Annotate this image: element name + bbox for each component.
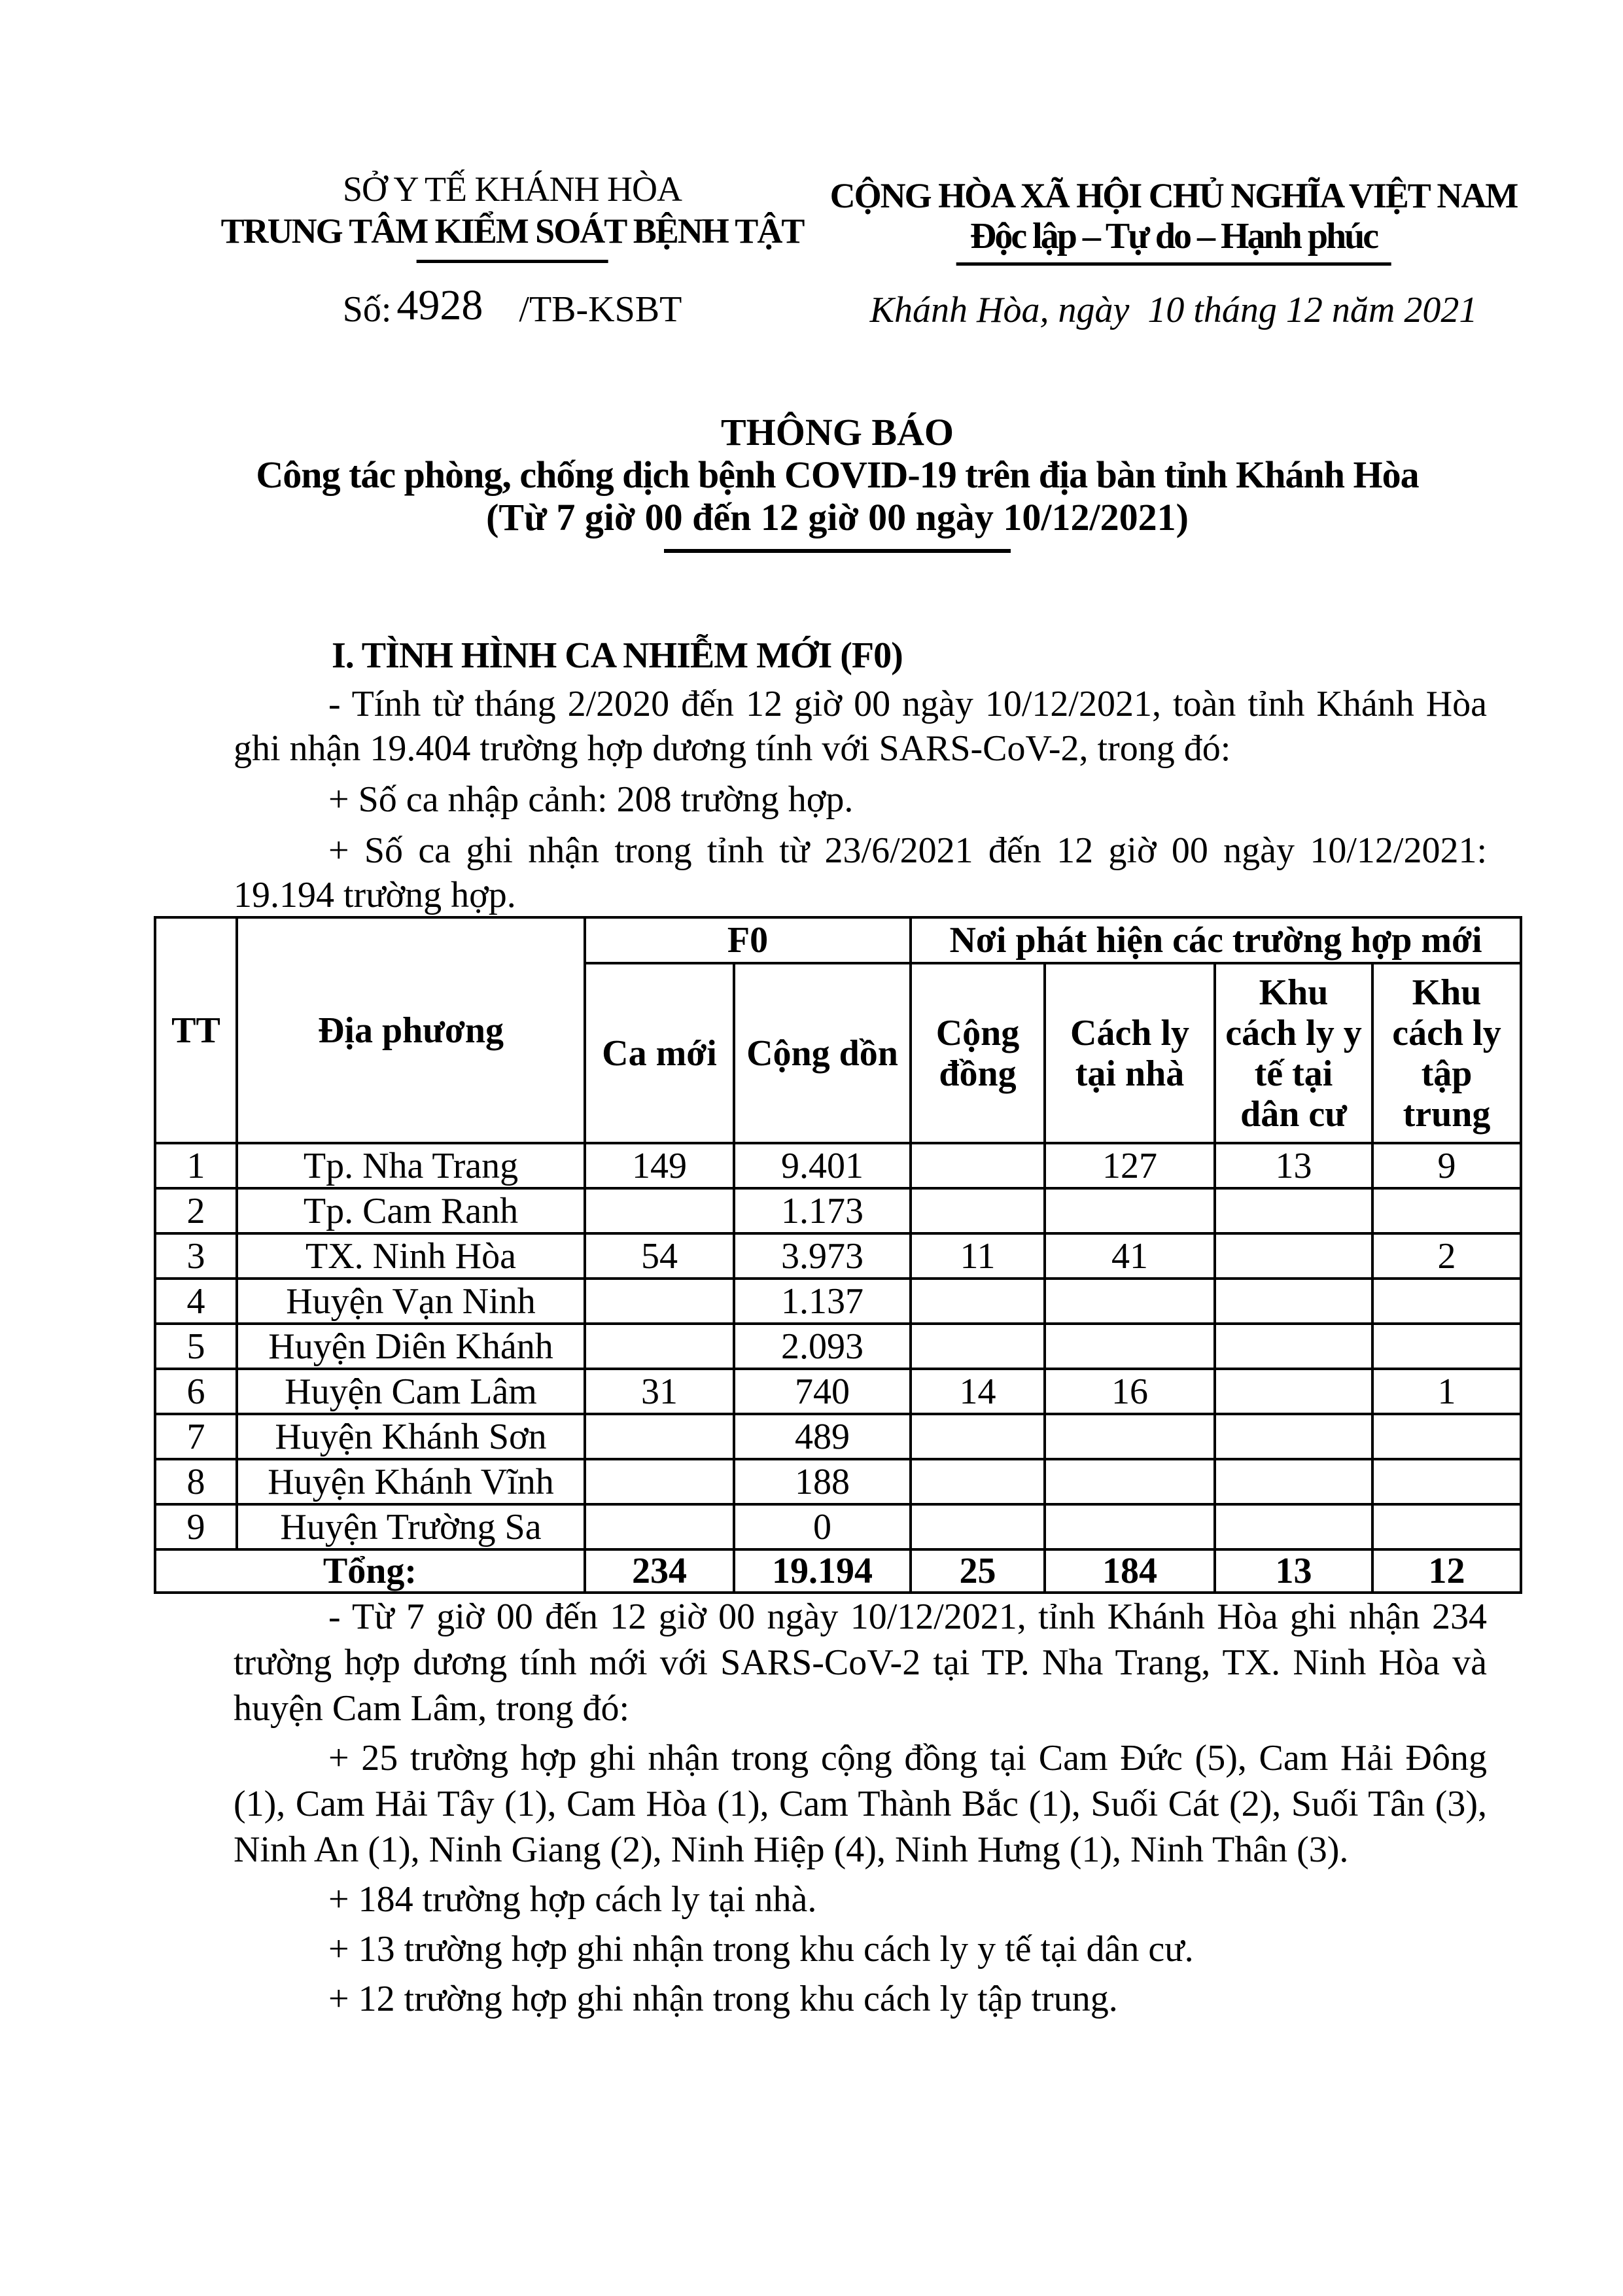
cell-khu-yt	[1215, 1324, 1372, 1369]
cell-cong-dong	[911, 1324, 1045, 1369]
paragraph: - Từ 7 giờ 00 đến 12 giờ 00 ngày 10/12/2021, tỉnh Khánh Hòa ghi nhận 234 trường hợp dương tính mới với SARS-CoV-2 tại TP. Nha Trang, TX. Ninh Hòa và huyện Cam Lâm, trong đó:	[234, 1597, 1487, 1729]
cell-khu-yt	[1215, 1233, 1372, 1279]
cell-cong-dong	[911, 1143, 1045, 1188]
cell-cong-don: 2.093	[734, 1324, 911, 1369]
national-title: CỘNG HÒA XÃ HỘI CHỦ NGHĨA VIỆT NAM	[829, 176, 1518, 215]
col-header-cong-dong: Cộng đồng	[911, 963, 1045, 1143]
cell-cong-don: 1.137	[734, 1279, 911, 1324]
cell-cach-ly-nha	[1045, 1459, 1215, 1504]
section-1-heading: I. TÌNH HÌNH CA NHIỄM MỚI (F0)	[332, 635, 903, 676]
table-header-row-1	[155, 917, 1521, 963]
table-row	[155, 1279, 1521, 1324]
document-number-line	[221, 281, 804, 330]
cell-tt: 8	[155, 1459, 237, 1504]
cell-khu-tt	[1372, 1279, 1521, 1324]
national-header-block	[830, 175, 1518, 331]
table-row	[155, 1233, 1521, 1279]
col-header-dia-phuong: Địa phương	[237, 917, 585, 1143]
cell-cong-dong	[911, 1504, 1045, 1549]
cell-cong-don: 489	[734, 1414, 911, 1459]
cell-ca-moi: 54	[585, 1233, 734, 1279]
covid-cases-table	[154, 916, 1522, 1594]
national-motto: Độc lập – Tự do – Hạnh phúc	[969, 216, 1378, 256]
table-row	[155, 1414, 1521, 1459]
cell-cong-don: 9.401	[734, 1143, 911, 1188]
cell-khu-tt	[1372, 1188, 1521, 1233]
cell-tt: 1	[155, 1143, 237, 1188]
paragraph: + 184 trường hợp cách ly tại nhà.	[328, 1879, 817, 1920]
cell-cach-ly-nha	[1045, 1414, 1215, 1459]
intro-paragraphs	[234, 682, 1487, 917]
cell-cach-ly-nha: 41	[1045, 1233, 1215, 1279]
motto-underline	[956, 262, 1391, 266]
cell-ca-moi	[585, 1504, 734, 1549]
cell-khu-tt: 9	[1372, 1143, 1521, 1188]
cell-tt: 6	[155, 1369, 237, 1414]
cell-khu-yt	[1215, 1369, 1372, 1414]
col-header-ca-moi: Ca mới	[585, 963, 734, 1143]
col-header-khu-yt: Khu cách ly y tế tại dân cư	[1215, 963, 1372, 1143]
cell-dia-phuong: TX. Ninh Hòa	[237, 1233, 585, 1279]
col-header-cach-ly-nha: Cách ly tại nhà	[1045, 963, 1215, 1143]
cell-total-cach-ly-nha: 184	[1045, 1549, 1215, 1593]
title-underline	[664, 549, 1011, 553]
cell-dia-phuong: Huyện Cam Lâm	[237, 1369, 585, 1414]
cell-dia-phuong: Huyện Diên Khánh	[237, 1324, 585, 1369]
cell-khu-yt	[1215, 1414, 1372, 1459]
org-parent-name: SỞ Y TẾ KHÁNH HÒA	[343, 169, 682, 209]
doc-title: THÔNG BÁO	[720, 411, 954, 453]
cell-ca-moi	[585, 1324, 734, 1369]
table-row	[155, 1459, 1521, 1504]
cell-dia-phuong: Tp. Nha Trang	[237, 1143, 585, 1188]
cell-cong-dong: 14	[911, 1369, 1045, 1414]
doc-number-value: 4928	[396, 281, 483, 329]
cell-khu-yt: 13	[1215, 1143, 1372, 1188]
cell-khu-tt	[1372, 1504, 1521, 1549]
cell-cong-dong	[911, 1279, 1045, 1324]
cell-dia-phuong: Huyện Vạn Ninh	[237, 1279, 585, 1324]
cell-cach-ly-nha	[1045, 1504, 1215, 1549]
doc-time-range: (Từ 7 giờ 00 đến 12 giờ 00 ngày 10/12/2021)	[486, 496, 1189, 539]
cell-cach-ly-nha	[1045, 1188, 1215, 1233]
cell-tt: 7	[155, 1414, 237, 1459]
cell-dia-phuong: Huyện Khánh Sơn	[237, 1414, 585, 1459]
cell-cach-ly-nha	[1045, 1279, 1215, 1324]
cell-cong-don: 1.173	[734, 1188, 911, 1233]
cell-cong-don: 0	[734, 1504, 911, 1549]
cell-tt: 4	[155, 1279, 237, 1324]
paragraph: - Tính từ tháng 2/2020 đến 12 giờ 00 ngày 10/12/2021, toàn tỉnh Khánh Hòa ghi nhận 19.404 trường hợp dương tính với SARS-CoV-2, trong đó:	[234, 684, 1487, 769]
cell-total-cong-don: 19.194	[734, 1549, 911, 1593]
cell-total-label: Tổng:	[155, 1549, 585, 1593]
cell-khu-tt: 2	[1372, 1233, 1521, 1279]
issuing-org-block	[221, 168, 804, 330]
cell-tt: 9	[155, 1504, 237, 1549]
paragraph: + 25 trường hợp ghi nhận trong cộng đồng tại Cam Đức (5), Cam Hải Đông (1), Cam Hải Tây (1), Cam Hòa (1), Cam Thành Bắc (1), Suối Cát (2), Suối Tân (3), Ninh An (1), Ninh Giang (2), Ninh Hiệp (4), Ninh Hưng (1), Ninh Thân (3).	[234, 1738, 1487, 1870]
cell-total-ca-moi: 234	[585, 1549, 734, 1593]
cell-cong-don: 188	[734, 1459, 911, 1504]
table-row	[155, 1369, 1521, 1414]
cell-dia-phuong: Tp. Cam Ranh	[237, 1188, 585, 1233]
cell-ca-moi	[585, 1188, 734, 1233]
cell-ca-moi: 149	[585, 1143, 734, 1188]
table-row	[155, 1143, 1521, 1188]
cell-cach-ly-nha	[1045, 1324, 1215, 1369]
cell-cong-don: 740	[734, 1369, 911, 1414]
cell-khu-yt	[1215, 1459, 1372, 1504]
col-header-khu-tt: Khu cách ly tập trung	[1372, 963, 1521, 1143]
cell-khu-yt	[1215, 1279, 1372, 1324]
cell-khu-yt	[1215, 1188, 1372, 1233]
col-header-noi-phat-hien: Nơi phát hiện các trường hợp mới	[911, 917, 1521, 963]
col-header-cong-don: Cộng dồn	[734, 963, 911, 1143]
cell-khu-tt: 1	[1372, 1369, 1521, 1414]
cell-khu-tt	[1372, 1414, 1521, 1459]
cell-tt: 5	[155, 1324, 237, 1369]
cell-dia-phuong: Huyện Trường Sa	[237, 1504, 585, 1549]
paragraph: + Số ca nhập cảnh: 208 trường hợp.	[328, 779, 854, 820]
org-underline	[417, 260, 608, 263]
cell-cach-ly-nha: 127	[1045, 1143, 1215, 1188]
doc-subtitle: Công tác phòng, chống dịch bệnh COVID-19 trên địa bàn tỉnh Khánh Hòa	[256, 453, 1419, 496]
paragraph: + Số ca ghi nhận trong tỉnh từ 23/6/2021 đến 12 giờ 00 ngày 10/12/2021: 19.194 trường hợp.	[234, 830, 1487, 915]
cell-khu-yt	[1215, 1504, 1372, 1549]
cell-total-khu-yt: 13	[1215, 1549, 1372, 1593]
paragraph: + 12 trường hợp ghi nhận trong khu cách ly tập trung.	[328, 1979, 1118, 2019]
cell-total-khu-tt: 12	[1372, 1549, 1521, 1593]
document-title-block	[155, 411, 1520, 553]
col-header-f0: F0	[585, 917, 911, 963]
cell-ca-moi: 31	[585, 1369, 734, 1414]
cell-ca-moi	[585, 1414, 734, 1459]
table-total-row	[155, 1549, 1521, 1593]
cell-cong-dong	[911, 1414, 1045, 1459]
cell-total-cong-dong: 25	[911, 1549, 1045, 1593]
cell-cong-dong	[911, 1459, 1045, 1504]
doc-number-suffix: /TB-KSBT	[519, 289, 682, 330]
cell-dia-phuong: Huyện Khánh Vĩnh	[237, 1459, 585, 1504]
cell-cong-don: 3.973	[734, 1233, 911, 1279]
org-name: TRUNG TÂM KIỂM SOÁT BỆNH TẬT	[220, 211, 804, 251]
cell-cong-dong	[911, 1188, 1045, 1233]
summary-paragraphs	[234, 1594, 1487, 2022]
cell-tt: 3	[155, 1233, 237, 1279]
cell-khu-tt	[1372, 1324, 1521, 1369]
cell-tt: 2	[155, 1188, 237, 1233]
cell-ca-moi	[585, 1459, 734, 1504]
doc-number-label: Số:	[342, 289, 392, 330]
cell-cong-dong: 11	[911, 1233, 1045, 1279]
cell-ca-moi	[585, 1279, 734, 1324]
table-row	[155, 1504, 1521, 1549]
cell-khu-tt	[1372, 1459, 1521, 1504]
table-row	[155, 1188, 1521, 1233]
col-header-tt: TT	[155, 917, 237, 1143]
cell-cach-ly-nha: 16	[1045, 1369, 1215, 1414]
table-row	[155, 1324, 1521, 1369]
place-date-line: Khánh Hòa, ngày 10 tháng 12 năm 2021	[869, 290, 1478, 330]
paragraph: + 13 trường hợp ghi nhận trong khu cách ly y tế tại dân cư.	[328, 1929, 1194, 1969]
